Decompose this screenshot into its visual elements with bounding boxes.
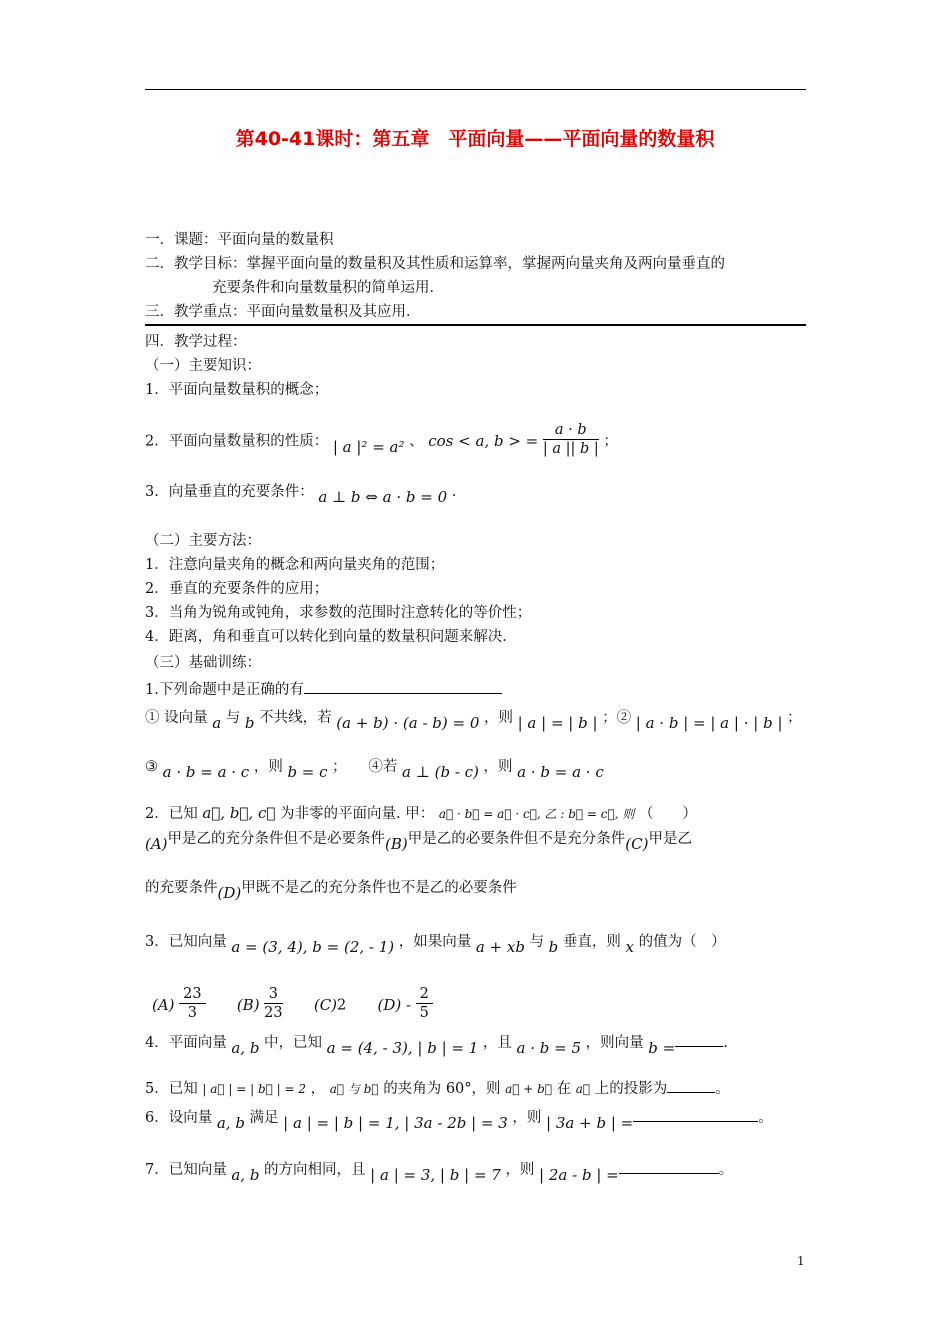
option-d-label: (D): [217, 884, 242, 902]
question-7: [145, 1159, 734, 1184]
option-c-label: (C): [625, 835, 649, 853]
q1-text: ③: [145, 759, 158, 775]
q4-text: ，则向量: [585, 1035, 644, 1051]
page-number: 1: [797, 1254, 805, 1268]
q7-text: ，则: [505, 1162, 535, 1178]
q1-math: a: [212, 714, 222, 732]
methods-heading: （二）主要方法：: [145, 533, 261, 549]
q4-math: b =: [648, 1039, 676, 1057]
k2-fraction: [543, 421, 599, 458]
q4-math: a, b: [231, 1039, 260, 1057]
q5-text: ，: [310, 1081, 326, 1097]
q6-math: | a | = | b | = 1, | 3a - 2b | = 3: [283, 1114, 508, 1132]
q3-text: ，如果向量: [398, 934, 472, 950]
option-c-text: 甲是乙: [648, 831, 692, 847]
q1-math: a · b = a · c: [162, 763, 250, 781]
page-title: 第40-41课时：第五章 平面向量——平面向量的数量积: [235, 128, 715, 150]
answer-blank: [304, 679, 502, 694]
method-item-3: 3．当角为锐角或钝角，求参数的范围时注意转化的等价性；: [145, 605, 532, 621]
q5-text: 在: [556, 1081, 572, 1097]
q1-text: ① 设向量: [145, 710, 208, 726]
method-item-2: 2．垂直的充要条件的应用；: [145, 581, 329, 597]
q2-text: 2．已知: [145, 806, 198, 822]
option-c-text-cont: 的充要条件: [145, 880, 218, 896]
goal-line-1: 二．教学目标：掌握平面向量的数量积及其性质和运算率，掌握两向量夹角及两向量垂直的: [145, 256, 725, 272]
q7-math: | 2a - b | =: [539, 1166, 619, 1184]
option-a-label: (A): [145, 835, 168, 853]
knowledge-item-3: [145, 482, 457, 506]
q1-text: 与: [225, 710, 241, 726]
question-2-options-cd: [145, 878, 517, 902]
option-c-value: 2: [337, 997, 347, 1014]
process-heading: 四．教学过程：: [145, 334, 247, 350]
knowledge-heading: （一）主要知识：: [145, 358, 261, 374]
k3-label: 3．向量垂直的充要条件：: [145, 484, 314, 500]
q6-math: | 3a + b | =: [546, 1114, 634, 1132]
question-3-options: [152, 987, 433, 1024]
option-c-label: (C): [313, 995, 338, 1014]
q5-math: a⃗ 与 b⃗: [329, 1082, 379, 1096]
q7-math: | a | = 3, | b | = 7: [370, 1166, 501, 1184]
q3-text: 3．已知向量: [145, 934, 227, 950]
q5-text: 。: [715, 1081, 730, 1097]
option-d-denominator: 5: [419, 1005, 429, 1021]
q4-text: .: [723, 1035, 728, 1051]
k2-label: 2．平面向量数量积的性质：: [145, 433, 329, 450]
q3-math: b: [548, 938, 559, 956]
q7-text: 7．已知向量: [145, 1162, 227, 1178]
q2-math: a⃗ · b⃗ = a⃗ · c⃗, 乙 : b⃗ = c⃗, 则: [438, 807, 635, 821]
question-1-stem: [145, 679, 502, 699]
k3-end: .: [451, 484, 457, 500]
option-a-label: (A): [152, 995, 175, 1014]
q3-math: a + xb: [475, 938, 525, 956]
q2-text: 为非零的平面向量. 甲：: [279, 806, 435, 822]
q3-text: 与: [529, 934, 545, 950]
q1-math: b: [244, 714, 255, 732]
option-d-text: 甲既不是乙的充分条件也不是乙的必要条件: [241, 880, 517, 896]
option-a-numerator: 23: [179, 985, 205, 1004]
option-b-label: (B): [236, 995, 260, 1014]
q6-math: a, b: [216, 1114, 245, 1132]
q5-math: a⃗ + b⃗: [505, 1082, 553, 1096]
q2-text: （ ）: [638, 806, 697, 822]
q1-text: ，则: [483, 759, 513, 775]
section-divider: [145, 324, 806, 326]
q7-text: 。: [718, 1162, 734, 1178]
option-b-denominator: 23: [264, 1005, 283, 1021]
k2-formula-1: | a |² = a²: [332, 437, 405, 456]
method-item-1: 1．注意向量夹角的概念和两向量夹角的范围；: [145, 557, 445, 573]
option-b-text: 甲是乙的必要条件但不是充分条件: [407, 831, 626, 847]
answer-blank: [667, 1078, 715, 1093]
question-1-proposition-1-2: [145, 708, 802, 732]
option-d-numerator: 2: [416, 985, 433, 1004]
question-2-stem: [145, 804, 697, 823]
q1-math: a · b = a · c: [517, 763, 604, 781]
q5-text: 5．已知: [145, 1081, 198, 1097]
q6-text: 。: [758, 1110, 773, 1126]
q3-math: x: [625, 938, 634, 956]
option-d-label: (D) -: [377, 995, 412, 1014]
q3-text: 的值为（ ）: [638, 934, 726, 950]
q5-text: 的夹角为 60°，则: [383, 1081, 501, 1097]
q1-text: ；②: [602, 710, 632, 726]
q4-text: 中，已知: [264, 1035, 323, 1051]
q1-text: ，则: [484, 710, 513, 726]
training-heading: （三）基础训练：: [145, 655, 261, 671]
q7-text: 的方向相同，且: [264, 1162, 366, 1178]
q1-math: (a + b) · (a - b) = 0: [336, 714, 480, 732]
k2-fraction-numerator: a · b: [543, 421, 599, 440]
header-rule: [145, 89, 806, 90]
option-b-label: (B): [385, 835, 408, 853]
option-a-text: 甲是乙的充分条件但不是必要条件: [167, 831, 386, 847]
answer-blank: [633, 1107, 758, 1122]
q4-math: a = (4, - 3), | b | = 1: [326, 1039, 479, 1057]
option-a-denominator: 3: [187, 1005, 197, 1021]
q5-text: 上的投影为: [594, 1081, 668, 1097]
q1-math: a ⊥ (b - c): [402, 763, 479, 781]
q5-math: | a⃗ | = | b⃗ | = 2: [202, 1082, 307, 1096]
answer-blank: [675, 1032, 723, 1047]
k3-formula: a ⊥ b ⇔ a · b = 0: [318, 488, 448, 506]
q1-text: 不共线，若: [259, 710, 332, 726]
question-4: [145, 1032, 728, 1057]
q2-math: a⃗, b⃗, c⃗: [202, 804, 276, 822]
option-a-fraction: [179, 985, 205, 1022]
q3-math: a = (3, 4), b = (2, - 1): [231, 938, 395, 956]
q4-text: 4．平面向量: [145, 1035, 227, 1051]
question-5: [145, 1078, 730, 1098]
q7-math: a, b: [231, 1166, 260, 1184]
question-1-proposition-3-4: [145, 757, 604, 781]
knowledge-item-2: [145, 423, 618, 460]
q1-math: | a · b | = | a | · | b |: [635, 714, 783, 732]
k2-formula-2: cos < a, b > =: [428, 431, 539, 450]
topic-line: 一．课题：平面向量的数量积: [145, 232, 334, 248]
k2-separator: 、: [409, 433, 424, 450]
method-item-4: 4．距离，角和垂直可以转化到向量的数量积问题来解决．: [145, 629, 517, 645]
q6-text: ，则: [512, 1110, 542, 1126]
option-b-numerator: 3: [264, 985, 282, 1004]
answer-blank: [619, 1159, 719, 1174]
k2-end: ；: [603, 433, 618, 450]
q6-text: 6．设向量: [145, 1110, 213, 1126]
q1-text: ；: [787, 710, 802, 726]
question-3-stem: [145, 932, 726, 956]
q1-text: ，则: [253, 759, 283, 775]
q4-math: a · b = 5: [516, 1039, 582, 1057]
goal-line-2: 充要条件和向量数量积的简单运用．: [212, 280, 444, 296]
q1-stem-text: 1.下列命题中是正确的有: [145, 682, 304, 698]
question-2-options-ab: [145, 829, 692, 853]
q5-math: a⃗: [575, 1082, 591, 1096]
q1-math: b = c: [287, 763, 328, 781]
q6-text: 满足: [249, 1110, 279, 1126]
question-6: [145, 1107, 773, 1132]
knowledge-item-1: 1．平面向量数量积的概念；: [145, 382, 329, 398]
option-b-fraction: [264, 985, 282, 1022]
q1-math: | a | = | b |: [517, 714, 598, 732]
q1-text: ； ④若: [332, 759, 398, 775]
q4-text: ，且: [482, 1035, 512, 1051]
focus-line: 三．教学重点：平面向量数量积及其应用．: [145, 304, 421, 320]
option-d-fraction: [416, 985, 433, 1022]
q3-text: 垂直，则: [562, 934, 621, 950]
k2-fraction-denominator: | a || b |: [542, 441, 599, 457]
